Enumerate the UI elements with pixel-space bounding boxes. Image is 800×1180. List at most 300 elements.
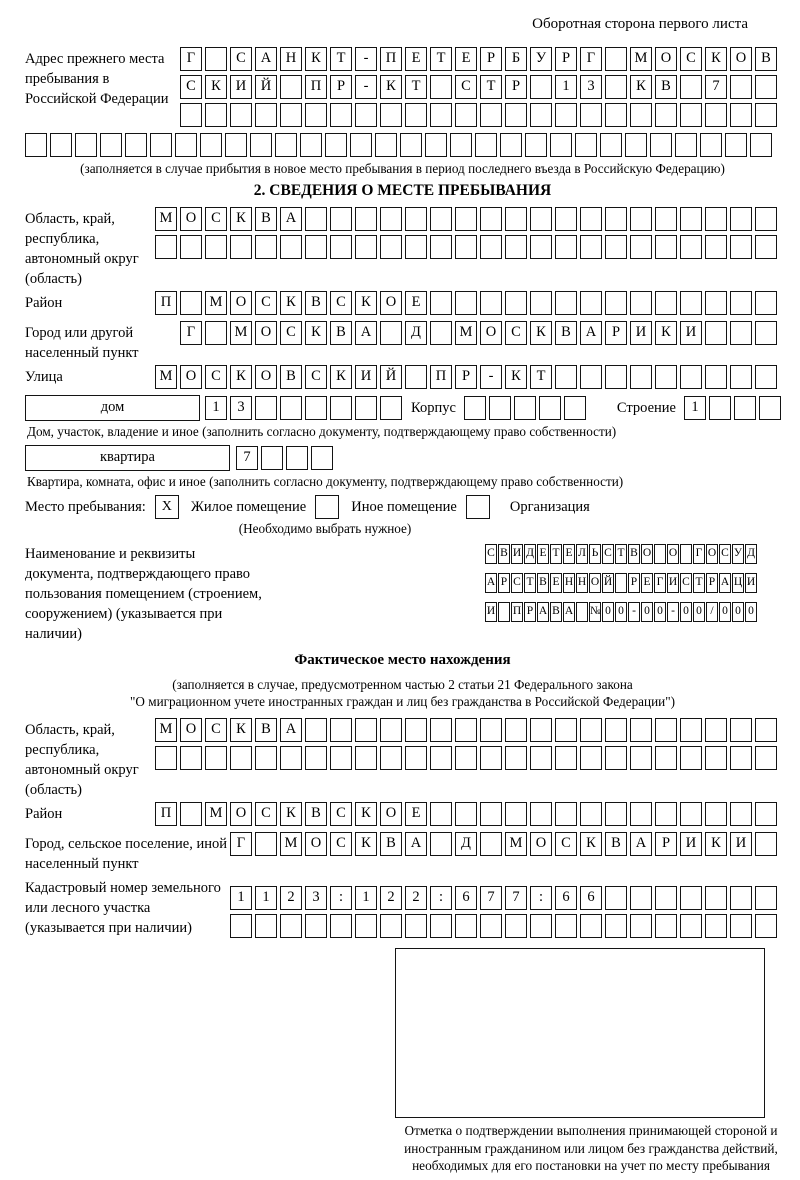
char-cell-empty xyxy=(605,235,627,259)
char-cell-filled: 6 xyxy=(455,886,477,910)
char-cell-filled: 3 xyxy=(230,396,252,420)
char-cell-empty xyxy=(375,133,397,157)
region-row-2 xyxy=(155,235,780,259)
char-cell-empty xyxy=(305,207,327,231)
stroenie-label: Строение xyxy=(616,399,676,416)
char-cell-filled: С xyxy=(455,75,477,99)
char-cell-filled: Е xyxy=(405,802,427,826)
char-cell-filled: Е xyxy=(550,573,562,593)
korpus-cells xyxy=(464,396,589,420)
char-cell-filled: А xyxy=(255,47,277,71)
confirmation-area xyxy=(395,948,787,1175)
char-cell-filled: В xyxy=(380,832,402,856)
char-cell-filled: Д xyxy=(745,544,757,564)
char-cell-empty xyxy=(180,291,202,315)
char-cell-empty xyxy=(755,207,777,231)
char-cell-empty xyxy=(464,396,486,420)
char-cell-empty xyxy=(255,914,277,938)
char-cell-empty xyxy=(530,103,552,127)
char-cell-filled: 0 xyxy=(641,602,653,622)
char-cell-empty xyxy=(580,802,602,826)
char-cell-empty xyxy=(630,914,652,938)
char-cell-empty xyxy=(530,235,552,259)
char-cell-filled: 0 xyxy=(615,602,627,622)
apartment-number-cells xyxy=(236,446,336,470)
city-row xyxy=(180,321,780,345)
char-cell-empty xyxy=(615,573,627,593)
char-cell-empty xyxy=(730,103,752,127)
char-cell-filled: 1 xyxy=(684,396,706,420)
char-cell-empty xyxy=(730,718,752,742)
char-cell-filled: 0 xyxy=(602,602,614,622)
char-cell-empty xyxy=(605,365,627,389)
char-cell-empty xyxy=(430,103,452,127)
actual-location-title: Фактическое место нахождения xyxy=(294,652,511,668)
char-cell-filled: 0 xyxy=(732,602,744,622)
char-cell-filled: Р xyxy=(330,75,352,99)
char-cell-filled: С xyxy=(555,832,577,856)
char-cell-filled: М xyxy=(505,832,527,856)
char-cell-empty xyxy=(555,207,577,231)
char-cell-empty xyxy=(380,207,402,231)
char-cell-empty xyxy=(200,133,222,157)
char-cell-empty xyxy=(455,291,477,315)
char-cell-empty xyxy=(555,235,577,259)
char-cell-filled: К xyxy=(205,75,227,99)
char-cell-empty xyxy=(514,396,536,420)
char-cell-empty xyxy=(705,718,727,742)
char-cell-empty xyxy=(255,103,277,127)
char-cell-empty xyxy=(755,365,777,389)
char-cell-empty xyxy=(705,746,727,770)
char-cell-empty xyxy=(580,291,602,315)
char-cell-filled: Р xyxy=(498,573,510,593)
char-cell-filled: С xyxy=(230,47,252,71)
char-cell-empty xyxy=(355,396,377,420)
char-cell-filled: М xyxy=(280,832,302,856)
char-cell-empty xyxy=(205,321,227,345)
char-cell-empty xyxy=(205,746,227,770)
char-cell-empty xyxy=(605,886,627,910)
char-cell-empty xyxy=(605,718,627,742)
char-cell-filled: 1 xyxy=(555,75,577,99)
stay-type-note: (Необходимо выбрать нужное) xyxy=(238,521,412,536)
char-cell-filled: Р xyxy=(505,75,527,99)
char-cell-filled: В xyxy=(255,718,277,742)
char-cell-filled: Н xyxy=(576,573,588,593)
char-cell-empty xyxy=(100,133,122,157)
char-cell-empty xyxy=(564,396,586,420)
char-cell-empty xyxy=(505,914,527,938)
char-cell-filled: И xyxy=(511,544,523,564)
char-cell-empty xyxy=(505,235,527,259)
char-cell-empty xyxy=(630,365,652,389)
char-cell-empty xyxy=(355,914,377,938)
checkbox-other-premises xyxy=(315,495,339,519)
char-cell-filled: В xyxy=(280,365,302,389)
char-cell-empty xyxy=(575,133,597,157)
document-row-1 xyxy=(485,544,758,564)
char-cell-filled: Д xyxy=(405,321,427,345)
char-cell-empty xyxy=(280,914,302,938)
char-cell-empty xyxy=(650,133,672,157)
char-cell-filled: О xyxy=(380,291,402,315)
char-cell-empty xyxy=(430,746,452,770)
prev-address-caption: (заполняется в случае прибытия в новое место пребывания в период последнего въезда в Российскую Федерацию) xyxy=(80,161,725,176)
char-cell-empty xyxy=(675,133,697,157)
prev-address-row-4 xyxy=(25,133,780,157)
apartment-type-box: квартира xyxy=(25,445,230,471)
char-cell-empty xyxy=(230,914,252,938)
char-cell-empty xyxy=(730,291,752,315)
char-cell-filled: 7 xyxy=(505,886,527,910)
char-cell-filled: С xyxy=(205,365,227,389)
char-cell-empty xyxy=(180,103,202,127)
char-cell-empty xyxy=(550,133,572,157)
char-cell-empty xyxy=(680,914,702,938)
char-cell-empty xyxy=(430,832,452,856)
char-cell-filled: Р xyxy=(455,365,477,389)
char-cell-empty xyxy=(630,802,652,826)
char-cell-empty xyxy=(75,133,97,157)
char-cell-empty xyxy=(630,207,652,231)
region-row-1 xyxy=(155,207,780,231)
char-cell-empty xyxy=(505,718,527,742)
char-cell-filled: О xyxy=(230,291,252,315)
char-cell-empty xyxy=(300,133,322,157)
region-label: Область, край, республика, автономный округ (область) xyxy=(25,211,139,287)
char-cell-empty xyxy=(705,207,727,231)
char-cell-empty xyxy=(205,103,227,127)
char-cell-empty xyxy=(605,47,627,71)
char-cell-empty xyxy=(380,746,402,770)
char-cell-filled: 2 xyxy=(405,886,427,910)
char-cell-empty xyxy=(405,207,427,231)
actual-region-row-2 xyxy=(155,746,780,770)
char-cell-empty xyxy=(555,802,577,826)
char-cell-filled: К xyxy=(230,365,252,389)
char-cell-empty xyxy=(725,133,747,157)
char-cell-empty xyxy=(630,103,652,127)
char-cell-empty xyxy=(680,746,702,770)
prev-address-row-1 xyxy=(180,47,780,71)
char-cell-filled: О xyxy=(706,544,718,564)
char-cell-filled: М xyxy=(205,802,227,826)
char-cell-filled: Р xyxy=(655,832,677,856)
char-cell-filled: П xyxy=(511,602,523,622)
char-cell-empty xyxy=(275,133,297,157)
char-cell-filled: М xyxy=(155,718,177,742)
char-cell-filled: : xyxy=(330,886,352,910)
char-cell-empty xyxy=(605,207,627,231)
char-cell-filled: К xyxy=(530,321,552,345)
char-cell-empty xyxy=(600,133,622,157)
char-cell-empty xyxy=(380,914,402,938)
char-cell-empty xyxy=(405,365,427,389)
district-block xyxy=(25,291,780,319)
checkbox-organization xyxy=(466,495,490,519)
char-cell-empty xyxy=(680,207,702,231)
char-cell-empty xyxy=(750,133,772,157)
char-cell-empty xyxy=(180,235,202,259)
char-cell-empty xyxy=(380,103,402,127)
char-cell-empty xyxy=(755,746,777,770)
char-cell-filled: Т xyxy=(693,573,705,593)
char-cell-empty xyxy=(580,365,602,389)
char-cell-filled: 7 xyxy=(705,75,727,99)
char-cell-filled: А xyxy=(280,718,302,742)
char-cell-empty xyxy=(680,291,702,315)
section2-title: 2. СВЕДЕНИЯ О МЕСТЕ ПРЕБЫВАНИЯ xyxy=(253,182,552,199)
char-cell-empty xyxy=(405,235,427,259)
char-cell-empty xyxy=(180,802,202,826)
char-cell-filled: Т xyxy=(430,47,452,71)
char-cell-empty xyxy=(50,133,72,157)
option-organization-label: Организация xyxy=(509,498,590,515)
char-cell-empty xyxy=(576,602,588,622)
char-cell-filled: А xyxy=(630,832,652,856)
region-block xyxy=(25,207,780,289)
char-cell-filled: 3 xyxy=(305,886,327,910)
char-cell-empty xyxy=(255,746,277,770)
char-cell-filled: Р xyxy=(706,573,718,593)
char-cell-filled: Н xyxy=(280,47,302,71)
char-cell-empty xyxy=(355,718,377,742)
char-cell-empty xyxy=(430,235,452,259)
char-cell-filled: С xyxy=(505,321,527,345)
char-cell-empty xyxy=(705,914,727,938)
char-cell-filled: Г xyxy=(654,573,666,593)
char-cell-filled: С xyxy=(255,291,277,315)
actual-district-block xyxy=(25,802,780,830)
char-cell-filled: В xyxy=(498,544,510,564)
char-cell-empty xyxy=(455,914,477,938)
char-cell-filled: К xyxy=(705,832,727,856)
char-cell-empty xyxy=(759,396,781,420)
char-cell-empty xyxy=(480,746,502,770)
char-cell-filled: Г xyxy=(580,47,602,71)
char-cell-filled: - xyxy=(355,75,377,99)
char-cell-filled: 2 xyxy=(280,886,302,910)
char-cell-filled: О xyxy=(641,544,653,564)
char-cell-empty xyxy=(430,321,452,345)
char-cell-filled: О xyxy=(655,47,677,71)
char-cell-empty xyxy=(655,718,677,742)
char-cell-empty xyxy=(530,718,552,742)
char-cell-filled: К xyxy=(305,321,327,345)
char-cell-empty xyxy=(305,103,327,127)
char-cell-empty xyxy=(705,886,727,910)
char-cell-empty xyxy=(605,291,627,315)
char-cell-empty xyxy=(480,914,502,938)
char-cell-filled: - xyxy=(667,602,679,622)
char-cell-empty xyxy=(455,802,477,826)
char-cell-empty xyxy=(355,235,377,259)
char-cell-empty xyxy=(405,718,427,742)
char-cell-filled: Е xyxy=(405,47,427,71)
document-row-3 xyxy=(485,602,758,622)
char-cell-empty xyxy=(430,207,452,231)
prev-address-block xyxy=(25,47,780,131)
char-cell-filled: П xyxy=(305,75,327,99)
char-cell-empty xyxy=(455,207,477,231)
char-cell-empty xyxy=(755,886,777,910)
char-cell-empty xyxy=(405,914,427,938)
document-row-2 xyxy=(485,573,758,593)
house-type-box: дом xyxy=(25,395,200,421)
char-cell-empty xyxy=(330,914,352,938)
stroenie-cells xyxy=(684,396,784,420)
char-cell-filled: Т xyxy=(615,544,627,564)
char-cell-filled: В xyxy=(628,544,640,564)
char-cell-filled: Г xyxy=(180,47,202,71)
char-cell-empty xyxy=(680,103,702,127)
char-cell-filled: О xyxy=(255,321,277,345)
prev-address-row-2 xyxy=(180,75,780,99)
house-number-cells xyxy=(205,396,405,420)
char-cell-empty xyxy=(530,914,552,938)
char-cell-filled: 6 xyxy=(555,886,577,910)
char-cell-filled: Д xyxy=(455,832,477,856)
char-cell-filled: О xyxy=(380,802,402,826)
street-block xyxy=(25,365,780,393)
char-cell-empty xyxy=(400,133,422,157)
char-cell-filled: П xyxy=(155,291,177,315)
char-cell-filled: 0 xyxy=(680,602,692,622)
char-cell-empty xyxy=(175,133,197,157)
char-cell-empty xyxy=(655,886,677,910)
char-cell-empty xyxy=(555,365,577,389)
char-cell-filled: С xyxy=(205,207,227,231)
prev-address-row-3 xyxy=(180,103,780,127)
char-cell-empty xyxy=(755,914,777,938)
char-cell-filled: Р xyxy=(480,47,502,71)
char-cell-filled: О xyxy=(305,832,327,856)
char-cell-filled: 0 xyxy=(745,602,757,622)
char-cell-empty xyxy=(261,446,283,470)
option-other-premises-label: Иное помещение xyxy=(351,498,457,515)
char-cell-empty xyxy=(230,103,252,127)
street-row xyxy=(155,365,780,389)
char-cell-filled: К xyxy=(355,832,377,856)
char-cell-empty xyxy=(555,718,577,742)
char-cell-filled: А xyxy=(355,321,377,345)
char-cell-empty xyxy=(630,235,652,259)
char-cell-filled: У xyxy=(530,47,552,71)
korpus-label: Корпус xyxy=(411,399,456,416)
char-cell-filled: М xyxy=(155,207,177,231)
char-cell-empty xyxy=(580,914,602,938)
char-cell-empty xyxy=(380,235,402,259)
char-cell-empty xyxy=(255,396,277,420)
char-cell-filled: О xyxy=(255,365,277,389)
char-cell-empty xyxy=(705,291,727,315)
actual-region-label: Область, край, республика, автономный округ (область) xyxy=(25,722,139,798)
char-cell-filled: В xyxy=(755,47,777,71)
char-cell-empty xyxy=(730,207,752,231)
char-cell-empty xyxy=(530,207,552,231)
apartment-block xyxy=(25,445,780,471)
char-cell-filled: О xyxy=(230,802,252,826)
char-cell-filled: С xyxy=(485,544,497,564)
char-cell-empty xyxy=(705,321,727,345)
char-cell-empty xyxy=(655,802,677,826)
char-cell-empty xyxy=(555,103,577,127)
char-cell-empty xyxy=(480,718,502,742)
char-cell-empty xyxy=(555,746,577,770)
char-cell-empty xyxy=(655,291,677,315)
street-label: Улица xyxy=(25,369,63,385)
char-cell-empty xyxy=(325,133,347,157)
char-cell-empty xyxy=(680,718,702,742)
char-cell-filled: С xyxy=(255,802,277,826)
char-cell-empty xyxy=(25,133,47,157)
cadastral-row-1 xyxy=(230,886,780,910)
char-cell-filled: Г xyxy=(180,321,202,345)
char-cell-empty xyxy=(680,365,702,389)
char-cell-filled: П xyxy=(155,802,177,826)
char-cell-filled: 7 xyxy=(480,886,502,910)
char-cell-filled: Т xyxy=(530,365,552,389)
char-cell-empty xyxy=(305,235,327,259)
char-cell-empty xyxy=(755,802,777,826)
char-cell-empty xyxy=(430,914,452,938)
char-cell-empty xyxy=(430,75,452,99)
char-cell-empty xyxy=(680,544,692,564)
char-cell-empty xyxy=(255,832,277,856)
char-cell-filled: О xyxy=(667,544,679,564)
checkbox-residential: X xyxy=(155,495,179,519)
confirmation-note: Отметка о подтверждении выполнения принимающей стороной и иностранным гражданином или лицом без гражданства действий, необходимых для его постановки на учет по месту пребывания xyxy=(404,1123,778,1173)
char-cell-empty xyxy=(705,365,727,389)
char-cell-empty xyxy=(500,133,522,157)
confirmation-stamp-box xyxy=(395,948,765,1118)
char-cell-empty xyxy=(705,103,727,127)
apartment-caption: Квартира, комната, офис и иное (заполнить согласно документу, подтверждающему право собственности) xyxy=(27,474,624,489)
char-cell-filled: - xyxy=(355,47,377,71)
city-block xyxy=(25,321,780,363)
char-cell-filled: О xyxy=(530,832,552,856)
char-cell-filled: В xyxy=(537,573,549,593)
prev-address-rows xyxy=(180,47,780,131)
char-cell-filled: Е xyxy=(537,544,549,564)
char-cell-empty xyxy=(505,746,527,770)
char-cell-empty xyxy=(505,802,527,826)
char-cell-filled: С xyxy=(280,321,302,345)
char-cell-filled: И xyxy=(230,75,252,99)
char-cell-empty xyxy=(455,103,477,127)
char-cell-filled: К xyxy=(505,365,527,389)
char-cell-empty xyxy=(425,133,447,157)
char-cell-filled: Б xyxy=(505,47,527,71)
char-cell-filled: Й xyxy=(602,573,614,593)
char-cell-filled: С xyxy=(719,544,731,564)
char-cell-empty xyxy=(305,746,327,770)
char-cell-filled: И xyxy=(355,365,377,389)
char-cell-empty xyxy=(455,746,477,770)
char-cell-empty xyxy=(225,133,247,157)
char-cell-empty xyxy=(580,718,602,742)
char-cell-empty xyxy=(280,75,302,99)
char-cell-filled: С xyxy=(602,544,614,564)
char-cell-empty xyxy=(380,321,402,345)
char-cell-empty xyxy=(230,235,252,259)
char-cell-filled: Д xyxy=(524,544,536,564)
char-cell-empty xyxy=(580,103,602,127)
char-cell-filled: Й xyxy=(380,365,402,389)
char-cell-filled: М xyxy=(155,365,177,389)
char-cell-empty xyxy=(755,832,777,856)
